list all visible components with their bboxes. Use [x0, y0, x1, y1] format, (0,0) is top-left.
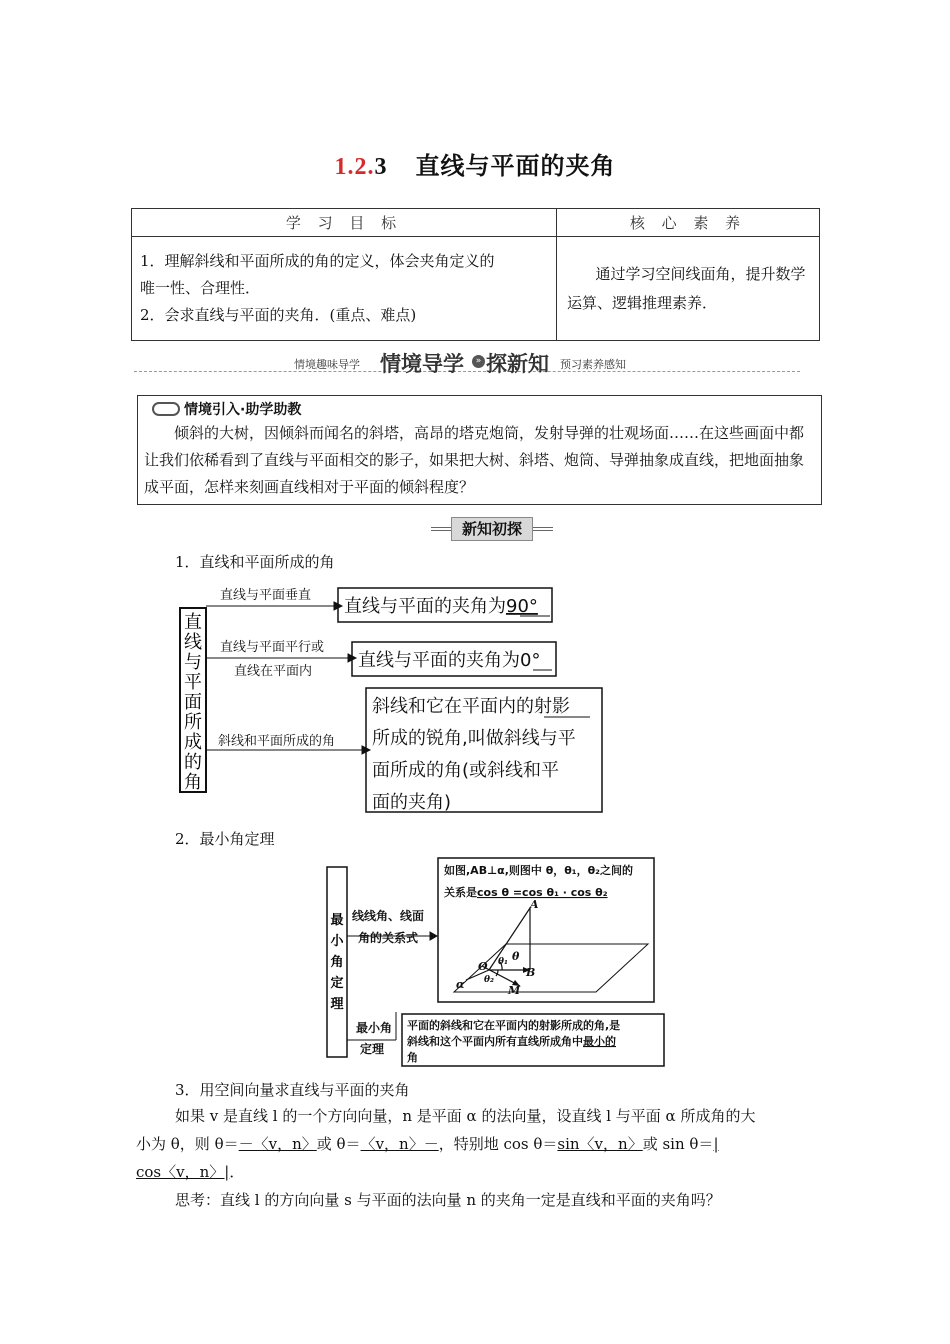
page-title	[0, 146, 950, 181]
label-theta1: θ₁	[498, 957, 508, 967]
root-char-6: 成	[184, 732, 202, 753]
min-angle-diagram	[322, 852, 672, 1072]
figure-box	[438, 858, 654, 1002]
goals-left-cell	[132, 237, 557, 341]
root-char-3: 平	[184, 672, 202, 693]
new-knowledge-label	[431, 517, 553, 542]
banner-arrow-icon: »	[472, 355, 485, 368]
goals-table	[131, 208, 820, 341]
theorem-line3: 角	[407, 1051, 418, 1064]
goals-head-right: 核 心 素 养	[557, 209, 820, 237]
label-theta: θ	[512, 950, 520, 963]
branch3-line3: 面所成的角(或斜线和平	[372, 760, 560, 781]
branch1-label: 直线与平面垂直	[220, 588, 312, 603]
root-char-0: 直	[184, 612, 202, 633]
branch3-line4: 面的夹角)	[372, 792, 452, 813]
section3-heading: 3．用空间向量求直线与平面的夹角	[175, 1081, 410, 1099]
label-theta2: θ₂	[484, 975, 494, 985]
svg-text:小: 小	[330, 934, 344, 949]
branch3-line2: 所成的锐角,叫做斜线与平	[372, 728, 576, 749]
branch2-label-line1: 直线与平面平行或	[220, 640, 325, 655]
section3-line3: cos〈v，n〉|．	[136, 1163, 245, 1181]
banner-left-big: 情境导学	[380, 352, 464, 376]
pointing-hand-icon	[152, 402, 180, 416]
section3-line2: 小为 θ，则 θ＝－〈v，n〉或 θ＝〈v，n〉－，特别地 cos θ＝sin〈v，n〉或 sin θ＝|	[136, 1135, 719, 1153]
banner-right-big: 探新知	[486, 352, 549, 376]
figure-text-line2: 关系是cos θ =cos θ₁ · cos θ₂	[444, 886, 608, 899]
min-branch2-label-2: 定理	[360, 1042, 385, 1056]
goals-head-left: 学 习 目 标	[132, 209, 557, 237]
min-root-text	[330, 913, 344, 1012]
banner-right-small: 预习素养感知	[560, 358, 626, 371]
root-text	[184, 612, 202, 793]
intro-text: 倾斜的大树，因倾斜而闻名的斜塔，高昂的塔克炮筒，发射导弹的壮观场面……在这些画面中都让我们依稀看到了直线与平面相交的影子，如果把大树、斜塔、炮筒、导弹抽象成直线，把地面抽象成平面，怎样来刻画直线相对于平面的倾斜程度？	[144, 424, 805, 496]
root-char-4: 面	[184, 692, 202, 713]
figure-text-line1: 如图,AB⊥α,则图中 θ，θ₁，θ₂之间的	[444, 864, 634, 877]
branch2-label-line2: 直线在平面内	[234, 664, 313, 679]
branch3-line1: 斜线和它在平面内的射影	[372, 696, 570, 717]
branch2-box-text: 直线与平面的夹角为0°	[358, 650, 541, 671]
svg-text:角: 角	[330, 955, 344, 970]
goals-right-cell: 通过学习空间线面角，提升数学运算、逻辑推理素养．	[557, 237, 820, 341]
section1-heading: 1．直线和平面所成的角	[175, 553, 335, 571]
intro-box	[137, 395, 822, 505]
min-branch2-label-1: 最小角	[356, 1021, 393, 1035]
angle-definition-diagram	[170, 580, 620, 820]
svg-text:理: 理	[330, 997, 344, 1012]
banner-divider	[134, 371, 800, 372]
label-O: O	[478, 960, 488, 973]
intro-heading: 情境引入·助学助教	[144, 400, 815, 420]
label-A: A	[530, 898, 539, 911]
svg-text:最: 最	[330, 913, 344, 928]
svg-text:定: 定	[330, 976, 344, 991]
label-M: M	[508, 984, 521, 997]
label-B: B	[526, 966, 536, 979]
goal-line-1: 1．理解斜线和平面所成的角的定义，体会夹角定义的	[140, 252, 495, 270]
root-char-1: 线	[184, 632, 202, 653]
section2-heading: 2．最小角定理	[175, 830, 275, 848]
goal-line-3: 2．会求直线与平面的夹角．(重点、难点)	[140, 306, 417, 324]
title-text: 直线与平面的夹角	[415, 151, 616, 180]
root-char-8: 角	[184, 772, 202, 793]
root-char-7: 的	[184, 752, 202, 773]
goal-line-2: 唯一性、合理性．	[140, 279, 261, 297]
root-char-5: 所	[184, 712, 202, 733]
label-text: 新知初探	[451, 517, 533, 541]
theorem-line1: 平面的斜线和它在平面内的射影所成的角,是	[407, 1019, 621, 1032]
branch3-label: 斜线和平面所成的角	[218, 734, 336, 749]
label-alpha: α	[456, 978, 465, 991]
branch1-box-text: 直线与平面的夹角为90°	[344, 596, 538, 617]
theorem-line2: 斜线和这个平面内所有直线所成角中最小的	[407, 1035, 616, 1048]
section-number: 1.2.3	[334, 154, 388, 180]
root-char-2: 与	[184, 652, 202, 673]
banner-left-small: 情境趣味导学	[294, 358, 360, 371]
section-banner	[134, 348, 800, 378]
section3-line1: 如果 v 是直线 l 的一个方向向量，n 是平面 α 的法向量，设直线 l 与平面 α 所成角的大	[175, 1107, 756, 1125]
section3-question: 思考：直线 l 的方向向量 s 与平面的法向量 n 的夹角一定是直线和平面的夹角吗？	[175, 1191, 721, 1209]
min-branch1-label-2: 角的关系式	[358, 931, 419, 945]
min-branch1-label-1: 线线角、线面	[352, 909, 425, 923]
line-OA	[489, 908, 530, 970]
